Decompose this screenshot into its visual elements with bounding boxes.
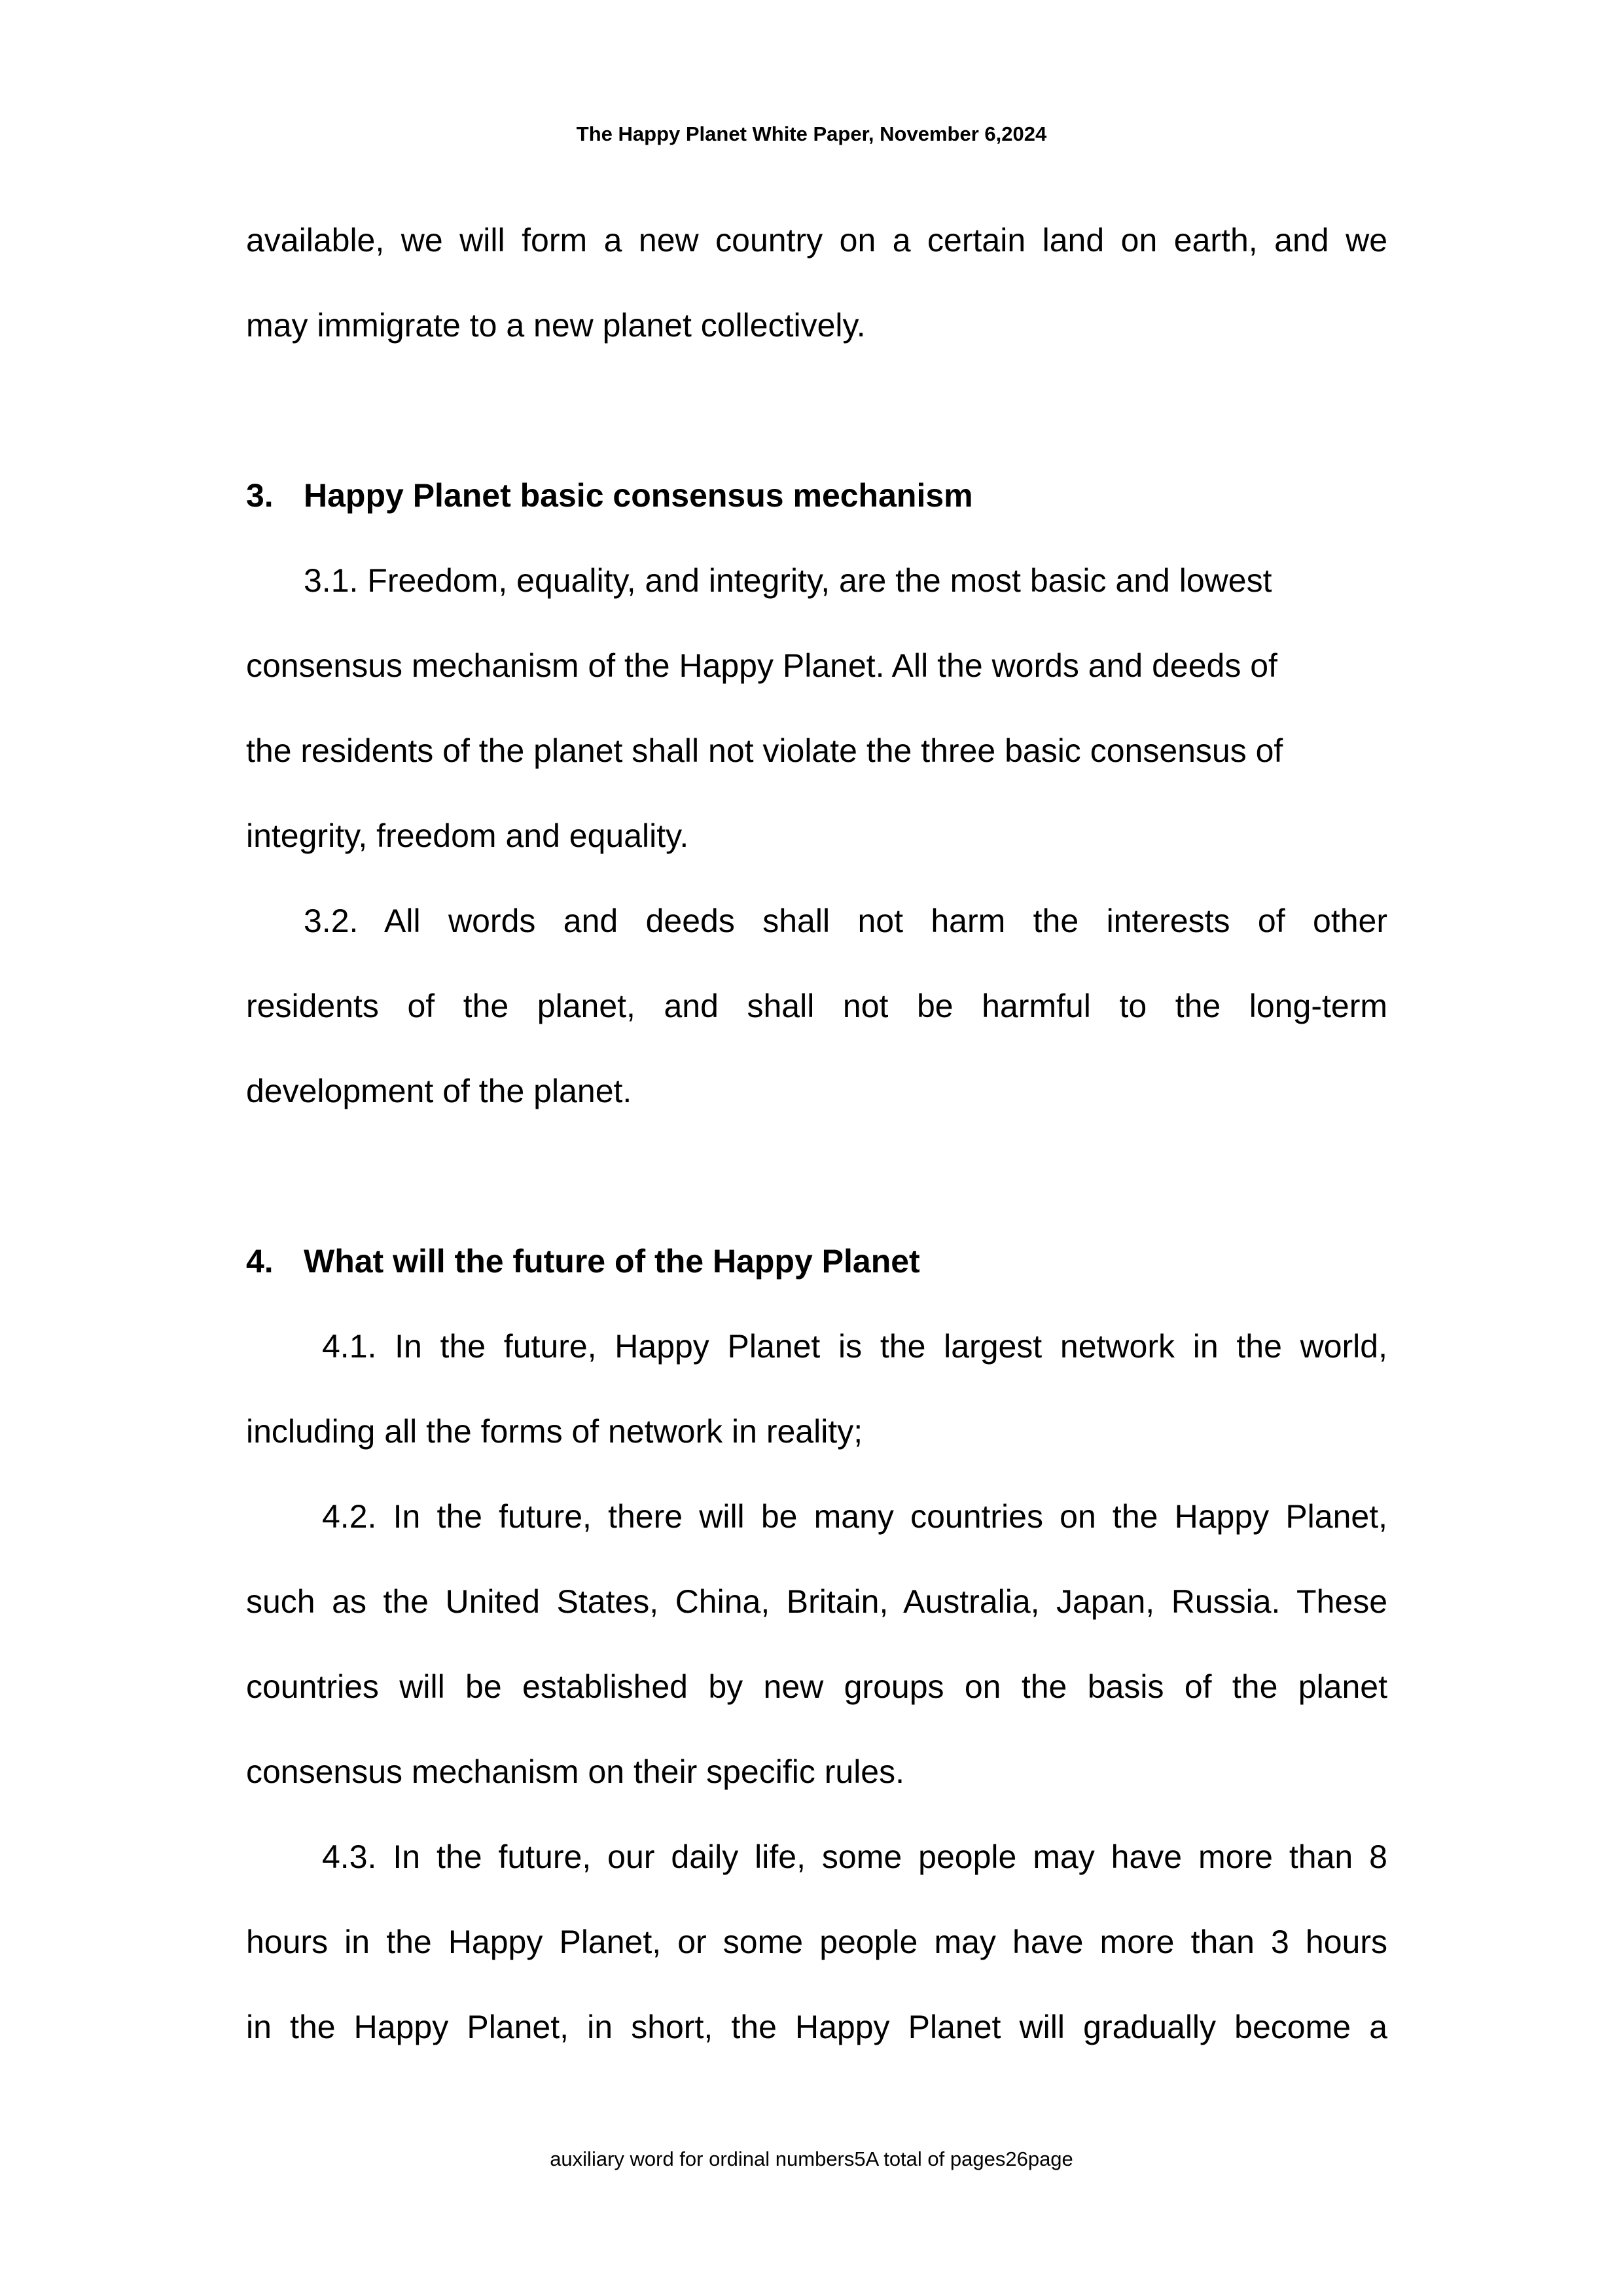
paragraph-4-1-line: including all the forms of network in reality; xyxy=(246,1413,863,1450)
section-number: 3. xyxy=(246,477,274,514)
body-line: available, we will form a new country on a certain land on earth, and we xyxy=(246,222,1387,259)
paragraph-4-2-line: 4.2. In the future, there will be many countries on the Happy Planet, xyxy=(322,1498,1387,1535)
paragraph-3-1-line: 3.1. Freedom, equality, and integrity, are the most basic and lowest xyxy=(304,562,1272,599)
paragraph-3-2-line: residents of the planet, and shall not be harmful to the long-term xyxy=(246,988,1387,1024)
section-title: Happy Planet basic consensus mechanism xyxy=(304,477,973,514)
section-number: 4. xyxy=(246,1243,274,1280)
page-footer: auxiliary word for ordinal numbers5A total of pages26page xyxy=(550,2147,1073,2170)
paragraph-4-3-line: hours in the Happy Planet, or some people may have more than 3 hours xyxy=(246,1924,1387,1960)
paragraph-4-2-line: consensus mechanism on their specific rules. xyxy=(246,1753,905,1790)
section-heading-4 xyxy=(246,1238,1387,1284)
paragraph-4-1-line: 4.1. In the future, Happy Planet is the largest network in the world, xyxy=(322,1328,1387,1365)
paragraph-3-1-line: integrity, freedom and equality. xyxy=(246,817,689,854)
page-header: The Happy Planet White Paper, November 6,2024 xyxy=(576,122,1047,145)
body-line: may immigrate to a new planet collectively. xyxy=(246,307,866,344)
paragraph-3-1-line: consensus mechanism of the Happy Planet. All the words and deeds of xyxy=(246,647,1277,684)
section-heading-3 xyxy=(246,473,1387,518)
paragraph-4-3-line: in the Happy Planet, in short, the Happy Planet will gradually become a xyxy=(246,2009,1387,2045)
paragraph-4-3-line: 4.3. In the future, our daily life, some people may have more than 8 xyxy=(322,1839,1387,1875)
paragraph-3-2-line: development of the planet. xyxy=(246,1073,632,1109)
section-title: What will the future of the Happy Planet xyxy=(304,1243,920,1280)
paragraph-3-2-line: 3.2. All words and deeds shall not harm the interests of other xyxy=(304,903,1387,939)
paragraph-4-2-line: such as the United States, China, Britain, Australia, Japan, Russia. These xyxy=(246,1583,1387,1620)
paragraph-4-2-line: countries will be established by new groups on the basis of the planet xyxy=(246,1668,1387,1705)
paragraph-3-1-line: the residents of the planet shall not violate the three basic consensus of xyxy=(246,732,1283,769)
